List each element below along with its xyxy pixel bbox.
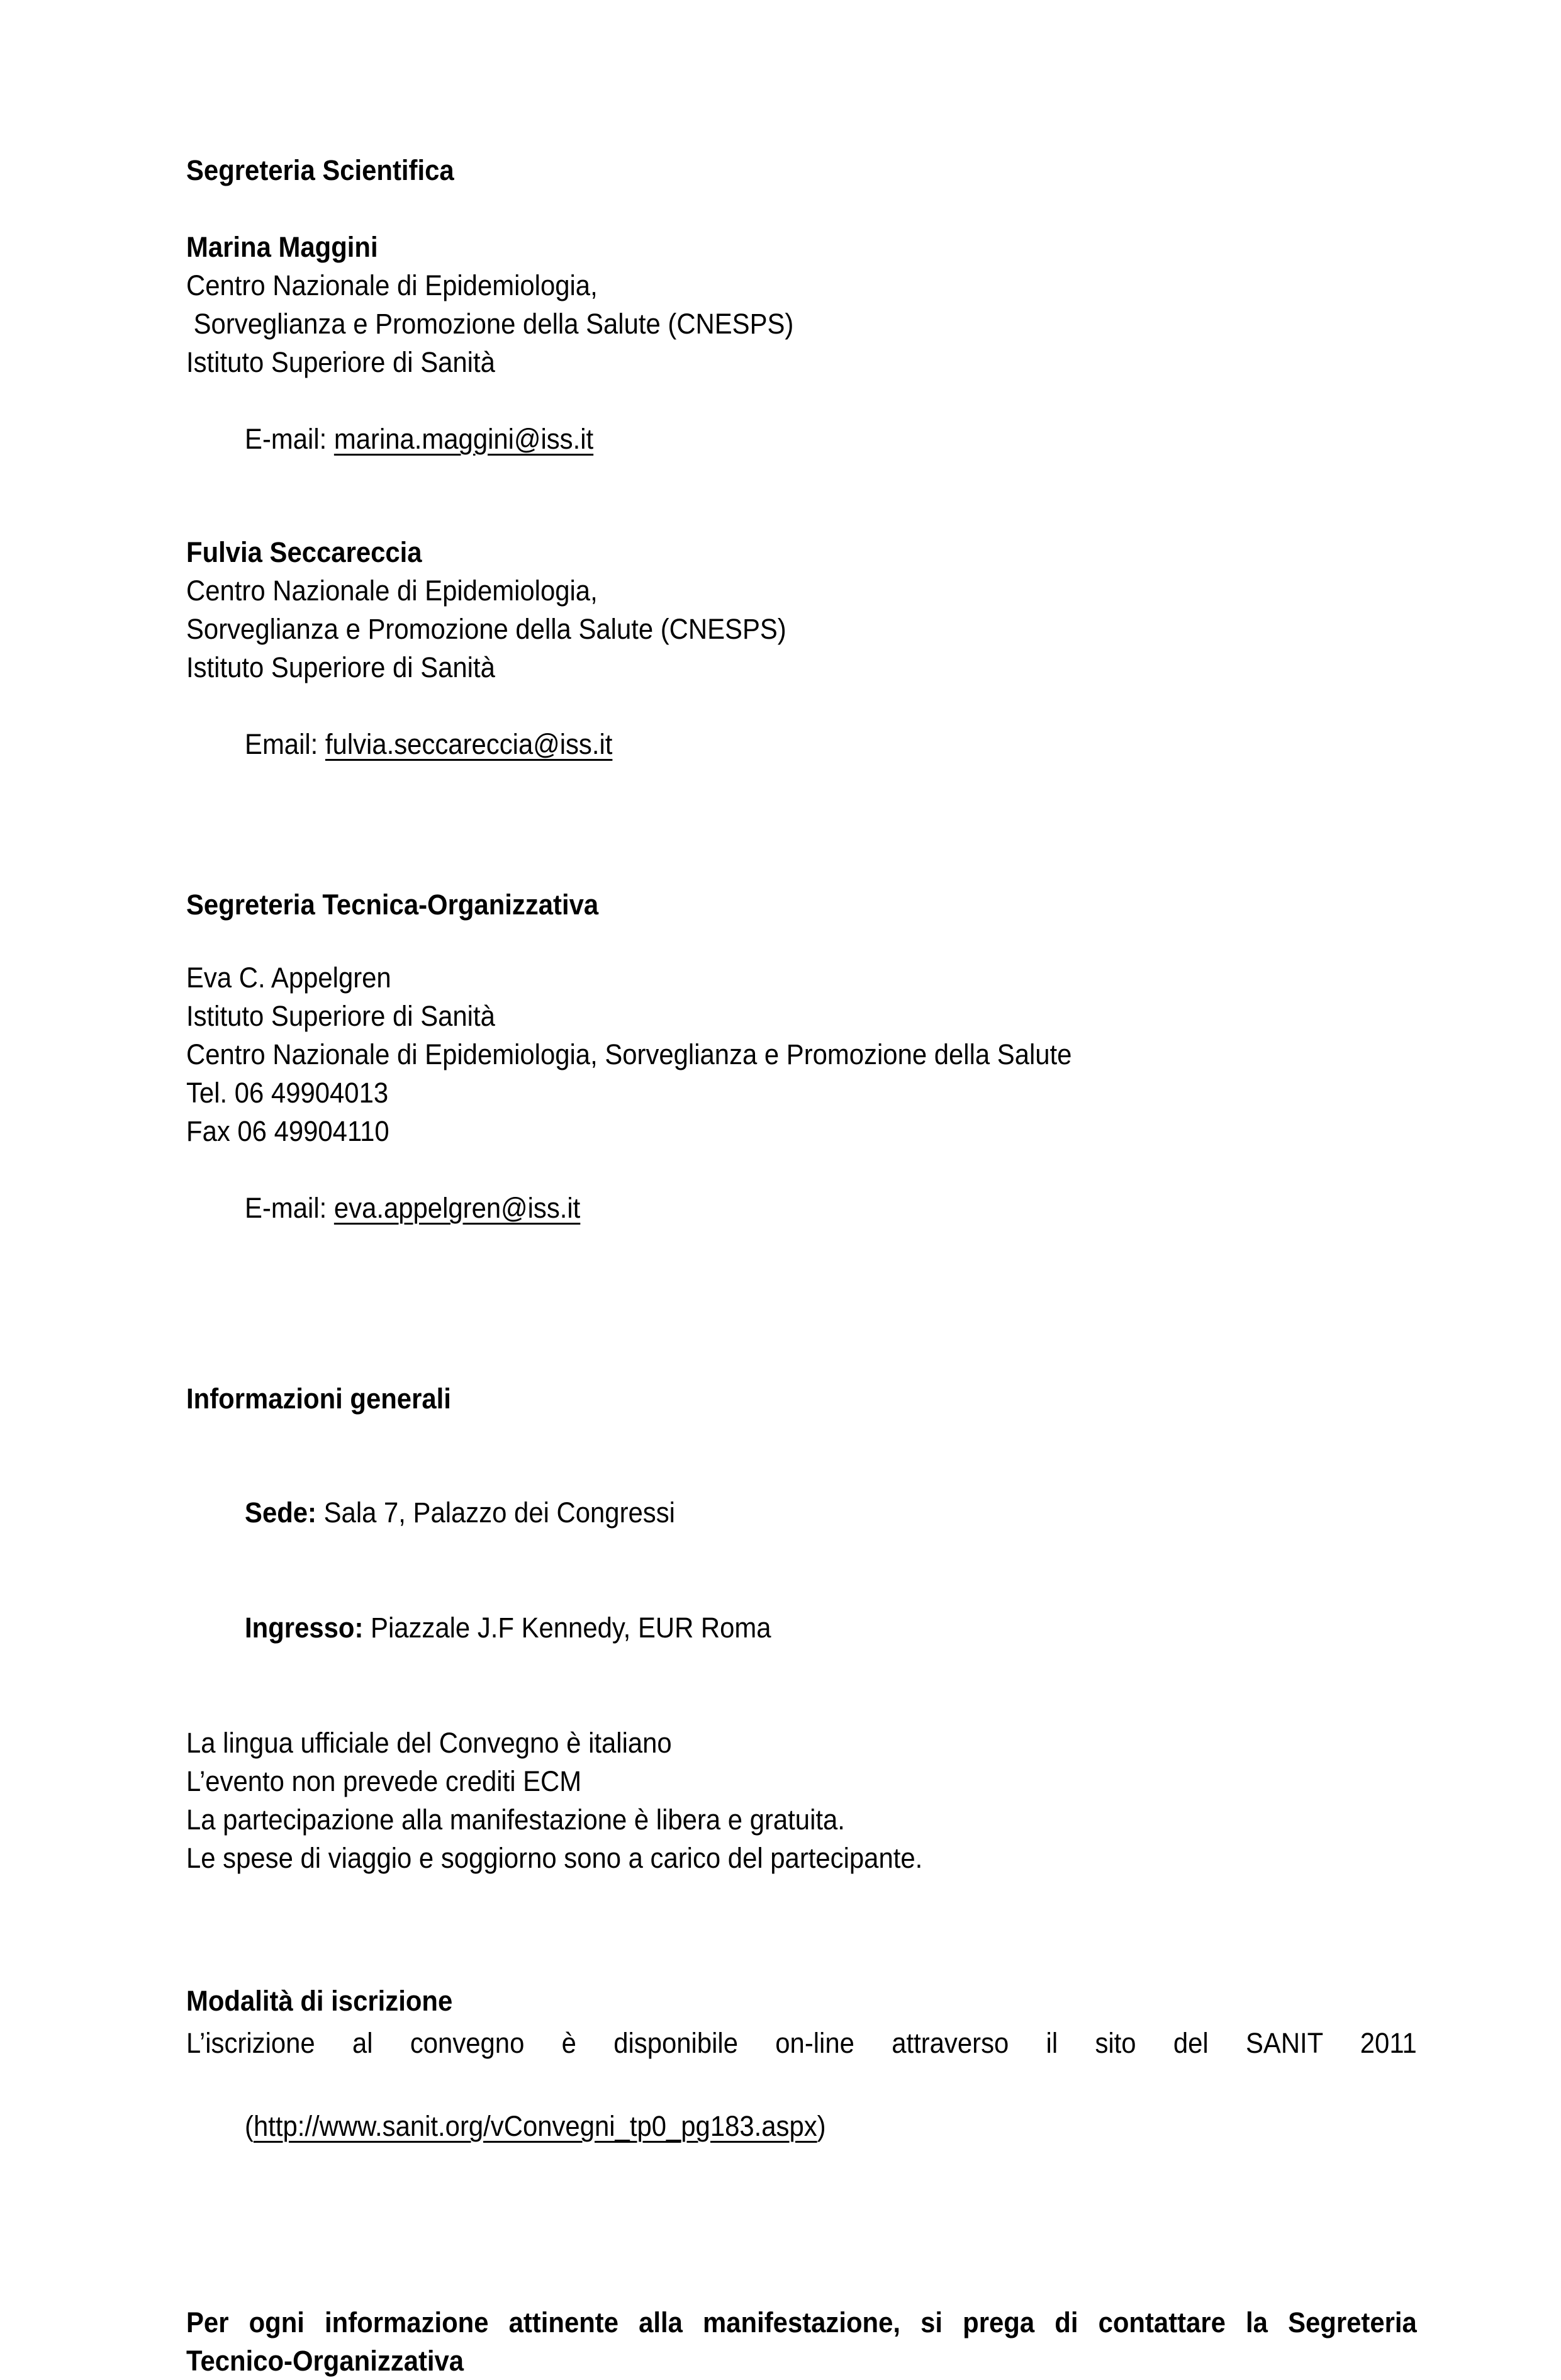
contact-phone: Tel. 06 49904013 xyxy=(186,1077,389,1109)
document-content xyxy=(186,151,1417,2380)
registration-url-link[interactable]: http://www.sanit.org/vConvegni_tp0_pg183.aspx xyxy=(253,2110,817,2142)
registration-url-line xyxy=(186,2064,1417,2189)
closing-text-line-2: Tecnico-Organizzativa xyxy=(186,2345,464,2377)
note-travel-expenses: Le spese di viaggio e soggiorno sono a carico del partecipante. xyxy=(186,1842,923,1874)
general-notes xyxy=(186,1724,1417,1877)
contact-org-line: Centro Nazionale di Epidemiologia, xyxy=(186,269,598,301)
contact-org-line: Istituto Superiore di Sanità xyxy=(186,1000,495,1032)
contact-org-line: Sorveglianza e Promozione della Salute (CNESPS) xyxy=(186,613,786,645)
contact-org-line: Centro Nazionale di Epidemiologia, Sorveglianza e Promozione della Salute xyxy=(186,1038,1072,1070)
venue-block xyxy=(186,1455,1417,1685)
registration-paragraph xyxy=(186,2023,1417,2189)
contact-fulvia-seccareccia xyxy=(186,533,1417,802)
contact-org-line: Centro Nazionale di Epidemiologia, xyxy=(186,575,598,607)
entrance-line xyxy=(186,1570,1417,1685)
note-free-participation: La partecipazione alla manifestazione è libera e gratuita. xyxy=(186,1804,845,1836)
contact-name: Eva C. Appelgren xyxy=(186,962,391,994)
entrance-value: Piazzale J.F Kennedy, EUR Roma xyxy=(363,1612,771,1644)
contact-name: Fulvia Seccareccia xyxy=(186,536,422,568)
email-label: E-mail: xyxy=(245,423,334,455)
email-link-eva-appelgren[interactable]: eva.appelgren@iss.it xyxy=(333,1192,581,1224)
registration-text-line: L’iscrizione al convegno è disponibile on-line attraverso il sito del SANIT 2011 xyxy=(186,2027,1417,2059)
contact-email-line xyxy=(186,1150,1417,1266)
venue-line xyxy=(186,1455,1417,1570)
email-label: E-mail: xyxy=(245,1192,334,1224)
closing-text-line-1: Per ogni informazione attinente alla manifestazione, si prega di contattare la Segreteria xyxy=(186,2306,1417,2338)
section-heading-informazioni-generali: Informazioni generali xyxy=(186,1383,451,1415)
entrance-label: Ingresso: xyxy=(245,1612,364,1644)
contact-name: Marina Maggini xyxy=(186,231,378,263)
contact-org-line: Sorveglianza e Promozione della Salute (CNESPS) xyxy=(186,308,794,340)
email-label: Email: xyxy=(245,728,325,760)
contact-eva-appelgren xyxy=(186,958,1417,1266)
contact-marina-maggini xyxy=(186,228,1417,497)
contact-email-line xyxy=(186,687,1417,802)
venue-label: Sede: xyxy=(245,1496,316,1529)
section-heading-segreteria-scientifica: Segreteria Scientifica xyxy=(186,154,454,186)
closing-paragraph xyxy=(186,2303,1417,2380)
section-heading-modalita-iscrizione: Modalità di iscrizione xyxy=(186,1985,453,2017)
section-heading-segreteria-tecnica: Segreteria Tecnica-Organizzativa xyxy=(186,889,599,921)
contact-email-line xyxy=(186,381,1417,497)
url-close-paren: ) xyxy=(817,2110,826,2142)
note-ecm: L’evento non prevede crediti ECM xyxy=(186,1765,582,1797)
email-link-fulvia-seccareccia[interactable]: fulvia.seccareccia@iss.it xyxy=(325,728,613,760)
contact-org-line: Istituto Superiore di Sanità xyxy=(186,651,495,683)
contact-org-line: Istituto Superiore di Sanità xyxy=(186,346,495,378)
url-open-paren: ( xyxy=(245,2110,254,2142)
note-language: La lingua ufficiale del Convegno è italiano xyxy=(186,1727,672,1759)
email-link-marina-maggini[interactable]: marina.maggini@iss.it xyxy=(333,423,594,455)
venue-value: Sala 7, Palazzo dei Congressi xyxy=(316,1496,675,1529)
contact-fax: Fax 06 49904110 xyxy=(186,1115,389,1147)
